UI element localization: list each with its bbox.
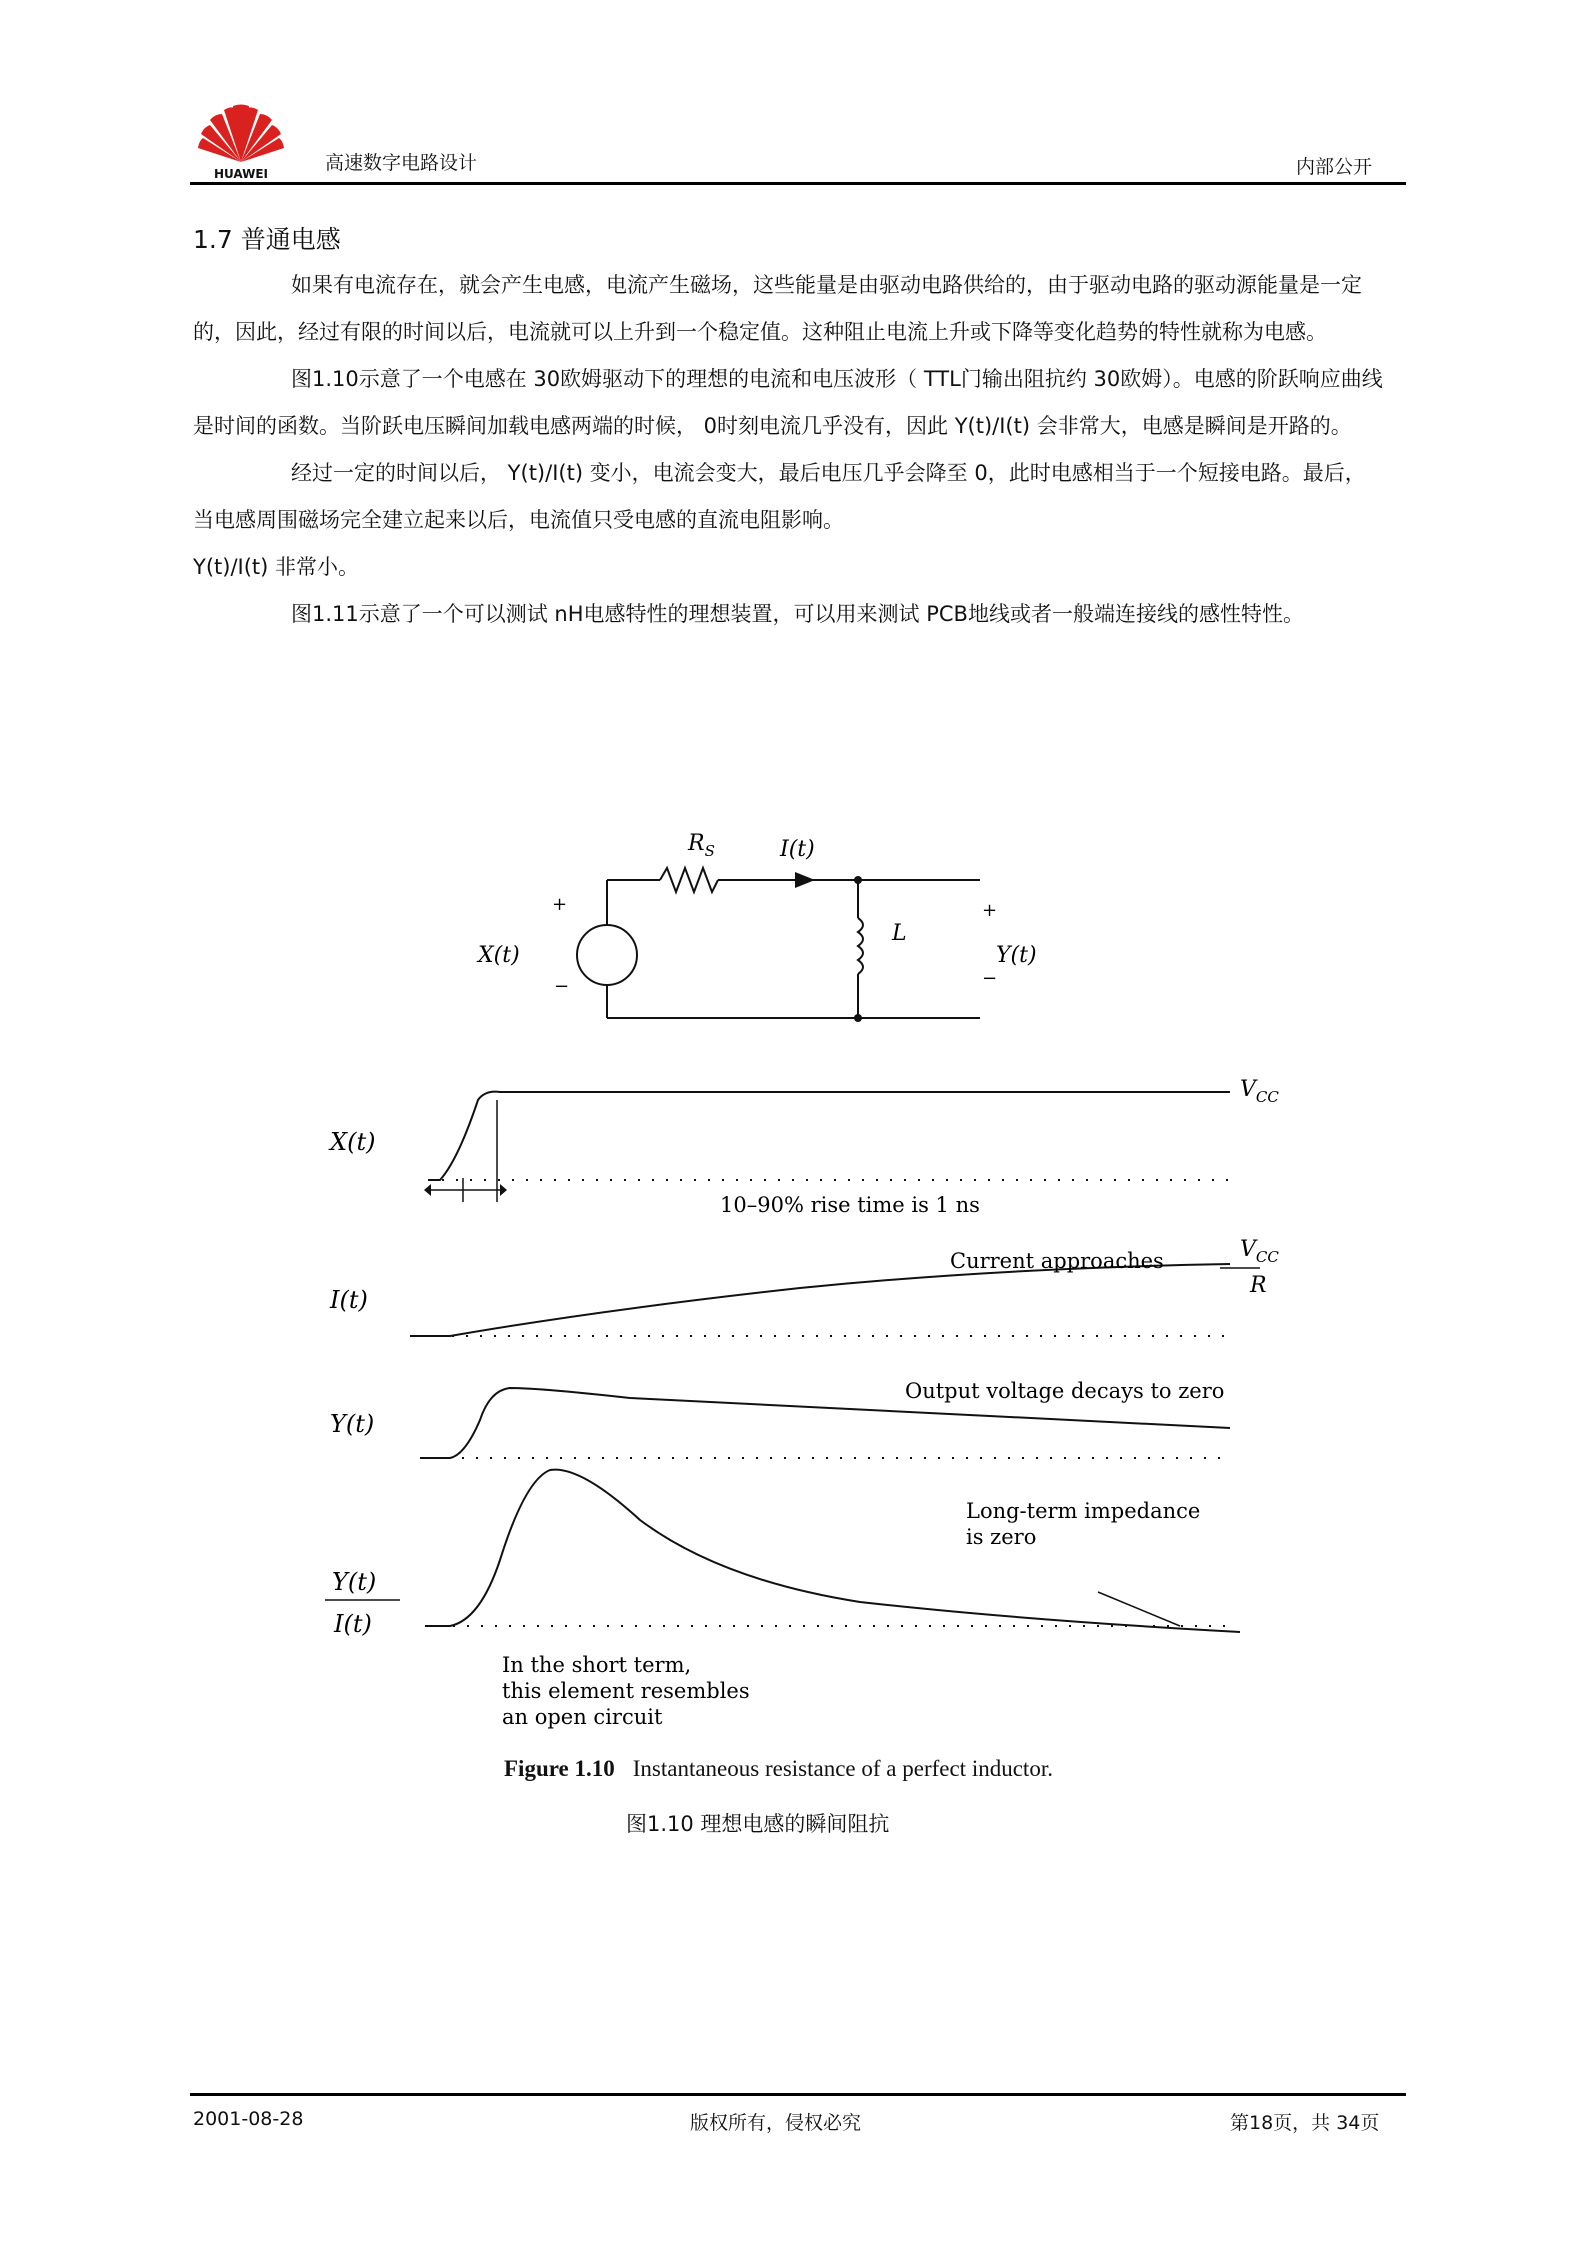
footer-page: 第18页，共 34页 — [1230, 2112, 1380, 2134]
ratio-label-top: Y(t) — [332, 1568, 377, 1596]
figure-caption-en-label: Figure 1.10 — [504, 1756, 615, 1781]
source-plus: + — [552, 894, 568, 915]
figure-caption-en-text: Instantaneous resistance of a perfect inductor. — [632, 1756, 1053, 1781]
paragraph-4: Y(t)/I(t) 非常小。 — [193, 555, 360, 579]
output-minus: − — [982, 968, 998, 989]
resistor-icon — [660, 868, 718, 892]
i-label: I(t) — [330, 1286, 368, 1314]
figure-caption-cn: 图1.10 理想电感的瞬间阻抗 — [626, 1812, 890, 1836]
inductor-icon — [858, 918, 863, 974]
logo-petals-icon — [198, 105, 284, 163]
section-title: 1.7 普通电感 — [193, 225, 341, 254]
header-rule — [190, 182, 1406, 185]
body-text — [193, 262, 1383, 638]
paragraph-1: 如果有电流存在，就会产生电感，电流产生磁场，这些能量是由驱动电路供给的，由于驱动电路的驱动源能量是一定的，因此，经过有限的时间以后，电流就可以上升到一个稳定值。这种阻止电流上升或下降等变化趋势的特性就称为电感。 — [193, 273, 1362, 344]
ratio-waveform — [425, 1470, 1240, 1632]
output-label: Y(t) — [996, 943, 1037, 968]
source-label: X(t) — [478, 943, 520, 968]
x-waveform — [428, 1092, 1230, 1180]
footer-rights: 版权所有，侵权必究 — [690, 2112, 862, 2134]
source-minus: − — [554, 976, 570, 997]
output-plus: + — [982, 900, 998, 921]
current-label: I(t) — [780, 837, 815, 862]
voltage-source-icon — [577, 925, 637, 985]
rise-time-note: 10–90% rise time is 1 ns — [720, 1193, 980, 1217]
resistor-label: $R_S$ — [688, 831, 715, 860]
short-term-note-2: this element resembles — [502, 1679, 750, 1703]
current-note: Current approaches — [950, 1249, 1164, 1273]
header-classification: 内部公开 — [1296, 156, 1373, 178]
current-arrow-icon — [795, 872, 815, 888]
inductor-label: L — [892, 921, 907, 946]
logo-text: HUAWEI — [213, 167, 269, 180]
decay-note: Output voltage decays to zero — [905, 1379, 1225, 1403]
x-label: X(t) — [330, 1128, 376, 1156]
paragraph-5: 图1.11示意了一个可以测试 nH电感特性的理想装置，可以用来测试 PCB地线或者一般端连接线的感性特性。 — [291, 602, 1304, 626]
short-term-note-3: an open circuit — [502, 1705, 663, 1729]
footer-rule — [190, 2093, 1406, 2096]
r-label: R — [1250, 1273, 1267, 1298]
paragraph-2: 图1.10示意了一个电感在 30欧姆驱动下的理想的电流和电压波形（ TTL门输出阻抗约 30欧姆）。电感的阶跃响应曲线是时间的函数。当阶跃电压瞬间加载电感两端的时候， 0时刻电流几乎没有，因此 Y(t)/I(t) 会非常大，电感是瞬间是开路的。 — [193, 367, 1383, 438]
header-doc-title: 高速数字电路设计 — [325, 152, 478, 174]
y-label: Y(t) — [330, 1410, 375, 1438]
long-term-note-1: Long-term impedance — [966, 1499, 1201, 1523]
i-waveform — [410, 1264, 1230, 1336]
figure-caption-en — [504, 1756, 1053, 1782]
short-term-note-1: In the short term, — [502, 1653, 692, 1677]
vcc-label-fraction: $V_{CC}$ — [1240, 1237, 1279, 1266]
vcc-label-top: $V_{CC}$ — [1240, 1077, 1279, 1106]
long-term-note-2: is zero — [966, 1525, 1037, 1549]
huawei-logo — [196, 100, 286, 180]
footer-date: 2001-08-28 — [193, 2108, 304, 2130]
ratio-label-bottom: I(t) — [334, 1610, 372, 1638]
circuit-diagram — [460, 820, 1080, 1040]
waveform-diagram — [300, 1060, 1340, 1750]
paragraph-3: 经过一定的时间以后， Y(t)/I(t) 变小，电流会变大，最后电压几乎会降至 0，此时电感相当于一个短接电路。最后，当电感周围磁场完全建立起来以后，电流值只受电感的直流电阻影响。 — [193, 461, 1366, 532]
